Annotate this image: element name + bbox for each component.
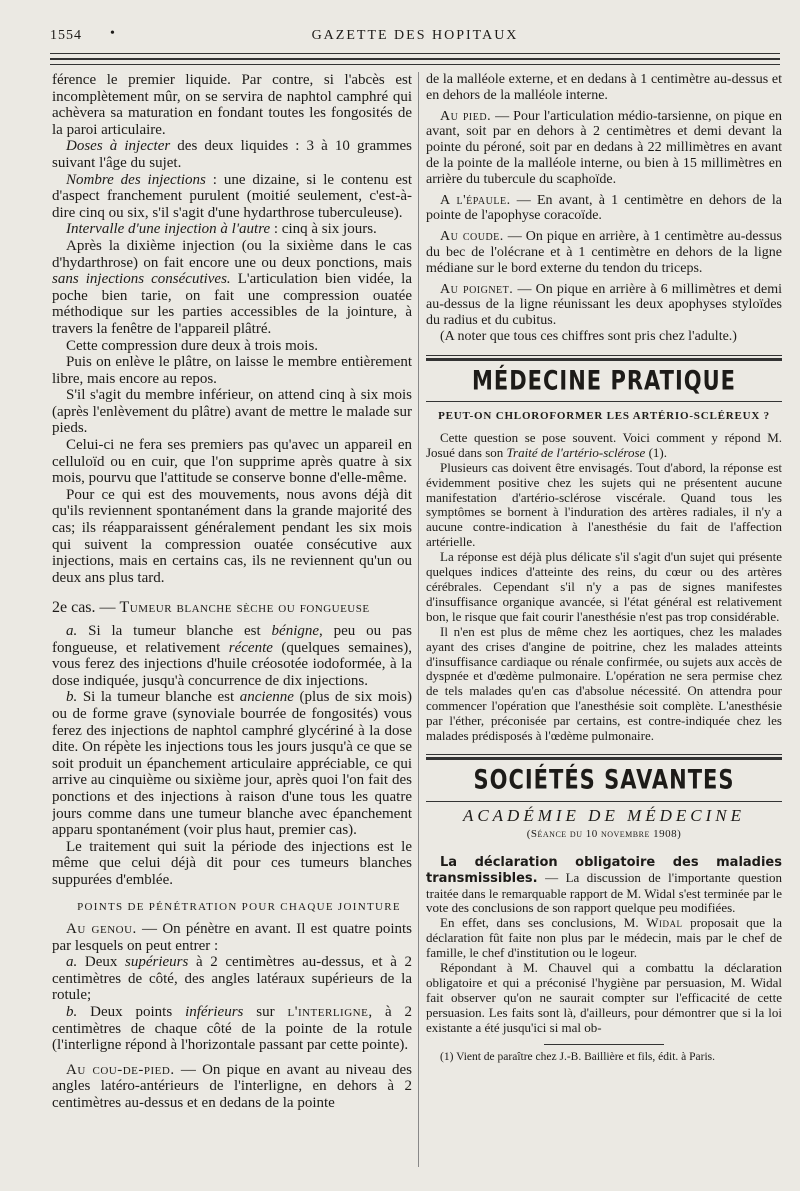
paragraph: Puis on enlève le plâtre, on laisse le membre entièrement libre, mais encore au repos. [52,354,412,387]
right-column [426,72,782,1167]
paragraph: Au genou. — On pénètre en avant. Il est quatre points par lesquels on peut entrer : [52,921,412,954]
label-italic: Intervalle d'une injection à l'autre [66,221,271,238]
paragraph: A l'épaule. — En avant, à 1 centimètre en dehors de la pointe de l'apophyse coracoïde. [426,192,782,224]
section-rule [426,754,782,755]
paragraph: a. Deux supérieurs à 2 centimètres au-dessus, et à 2 centimètres de côté, des angles latéraux supérieurs de la rotule; [52,954,412,1004]
paragraph: Pour ce qui est des mouvements, nous avons déjà dit qu'ils reviennent spontanément dans la grande majorité des cas; ils réapparaissent généralement pendant les six mois qui suivent la compression ouatée consécutive aux injections, mais en certains cas, ils ne reviennent qu'un ou deux ans plus tard. [52,486,412,586]
academie-heading: ACADÉMIE DE MÉDECINE [462,805,746,825]
paragraph: Intervalle d'une injection à l'autre : cinq à six jours. [66,221,377,238]
header-rule [50,64,780,65]
case-heading: 2e cas. — Tumeur blanche sèche ou fongueuse [52,599,370,617]
paragraph: En effet, dans ses conclusions, M. Widal proposait que la déclaration fût faite non plus par le médecin, mais par le chef de famille, le chef d'institution ou le logeur. [426,915,782,961]
header-rule [50,53,780,54]
paragraph: (A noter que tous ces chiffres sont pris chez l'adulte.) [440,328,737,344]
label-italic: Nombre des injections [66,171,206,188]
medecine-article [426,431,782,744]
section-title-medecine: MÉDECINE PRATIQUE [471,365,737,396]
section-rule-thick [426,757,782,760]
page-header [50,28,780,48]
section-rule-thick [426,358,782,361]
article-bold-title: La déclaration obligatoire des maladies transmissibles. [426,854,782,886]
column-divider [418,72,419,1167]
paragraph: Cette compression dure deux à trois mois. [66,337,319,354]
seance-date: (Séance du 10 novembre 1908) [526,828,682,841]
paragraph: b. Si la tumeur blanche est ancienne (plus de six mois) ou de forme grave (synoviale bourrée de fongosités) vous ferez des injections de naphtol camphré glycériné à la dose dite. On répète les injections tous les jours jusqu'à ce que se soit produit un épanchement articulaire appréciable, ce qui arrive au cinquième ou sixième jour, après quoi l'on fait des ponctions et des injections à raison d'une tous les quatre jours comme dans une tumeur blanche avec épanchement apparu spontanément (voir plus haut, premier cas). [52,689,412,839]
paragraph: Au poignet. — On pique en arrière à 6 millimètres et demi au-dessus de la ligne réunissant les deux apophyses styloïdes du radius et du cubitus. [426,281,782,329]
running-title: GAZETTE DES HOPITAUX [311,28,519,43]
paragraph: Cette question se pose souvent. Voici comment y répond M. Josué dans son Traité de l'artério-sclérose (1). [426,429,782,460]
paragraph: Au cou-de-pied. — On pique en avant au niveau des angles latéro-antérieurs de l'interligne, en dehors à 2 centimètres au-dessus et en dedans de la pointe [52,1061,412,1112]
section-rule [426,401,782,402]
points-continuation [426,72,782,345]
paragraph: Celui-ci ne fera ses premiers pas qu'avec un appareil en celluloïd ou en cuir, que l'on supprime après quatre à six mois, pourvu que l'attitude se conserve bonne d'elle-même. [52,437,412,487]
points-heading: POINTS DE PÉNÉTRATION POUR CHAQUE JOINTURE [77,900,401,913]
academie-article [426,855,782,1036]
page-number: 1554 [50,28,82,43]
header-dot: • [110,26,116,41]
label-italic: Doses à injecter [66,138,171,155]
paragraph: Au coude. — On pique en arrière, à 1 centimètre au-dessus du bec de l'olécrane et à 1 centimètre en dehors de la ligne médiane sur le bord externe du tendon du triceps. [426,229,782,276]
paragraph: La réponse est déjà plus délicate s'il s'agit d'un sujet qui présente quelques indices d'atteinte des reins, du cœur ou des artères cérébrales. Cependant s'il n'y a pas de signes manifestes d'insuffisance organique avancée, si l'état général est relativement bon, le risque que fait courir l'anesthésie n'est pas trop considérable. [426,549,782,624]
section-rule [426,355,782,356]
paragraph: Au pied. — Pour l'articulation médio-tarsienne, on pique en avant, soit par en dehors à 2 centimètres et demi devant la pointe du péroné, soit par en dedans à 22 millimètres en avant de la pointe de la malléole interne, ou bien à 15 millimètres en arrière du tubercule du scaphoïde. [426,108,782,187]
paragraph: Plusieurs cas doivent être envisagés. Tout d'abord, la réponse est évidemment positive chez les sujets qui ne présentent aucune manifestation d'artério-sclérose viscérale. Quand tous les symptômes se bornent à l'induration des artères radiales, il n'y a aucune contre-indication à l'anesthésie du fait de l'affection artérielle. [426,459,782,550]
footnote-rule [544,1044,664,1045]
header-rule-thick [50,58,780,60]
paragraph: b. Deux points inférieurs sur l'interligne, à 2 centimètres de chaque côté de la pointe de la rotule (l'interligne répond à l'horizontale passant par cette pointe). [52,1004,412,1054]
paragraph: a. Si la tumeur blanche est bénigne, peu ou pas fongueuse, et relativement récente (quelques semaines), vous ferez des injections d'huile créosotée iodoformée, à la dose indiquée, jusqu'à concurrence de dix injections. [52,623,412,689]
paragraph: férence le premier liquide. Par contre, si l'abcès est incomplètement mûr, on se servira de naphtol camphré qui achèvera sa maturation en fondant toutes les fongosités de la paroi articulaire. [52,72,412,138]
footnote: (1) Vient de paraître chez J.-B. Baillière et fils, édit. à Paris. [440,1050,716,1063]
left-column [52,72,412,1167]
paragraph: S'il s'agit du membre inférieur, on attend cinq à six mois (après l'enlèvement du plâtre) avant de mettre le malade sur pieds. [52,387,412,437]
section-title-societes: SOCIÉTÉS SAVANTES [473,764,735,795]
paragraph: Il n'en est plus de même chez les aortiques, chez les malades ayant des crises d'angine de poitrine, chez les malades atteints d'insuffisance cardiaque ou rénale confirmée, ou sujets aux accès de dyspnée et d'œdème pulmonaire. L'opération ne sera permise chez de tels malades qu'en cas d'absolue nécessité. On attendra pour commencer l'opération que l'anesthésie soit complète. L'anesthésie par l'éther, préconisée par certains, est contre-indiquée chez les malades prédisposés à l'œdème pulmonaire. [426,623,782,744]
paragraph: Doses à injecter des deux liquides : 3 à 10 grammes suivant l'âge du sujet. [52,138,412,171]
paragraph: Le traitement qui suit la période des injections est le même que celui déjà dit pour ces tumeurs blanches suppurées d'emblée. [52,838,412,888]
paragraph: Répondant à M. Chauvel qui a combattu la déclaration obligatoire et qui a préconisé l'hygiène par persuasion, M. Widal fait observer qu'on ne saurait compter sur l'efficacité de cette persuasion. Les faits sont là, d'ailleurs, pour démontrer que si la loi existante a été jusqu'ici si mal ob- [426,960,782,1035]
paragraph: Nombre des injections : une dizaine, si le contenu est d'aspect franchement purulent (moitié seulement, c'est-à-dire cinq ou six, s'il s'agit d'une hydarthrose tuberculeuse). [52,171,412,221]
paragraph: La déclaration obligatoire des maladies transmissibles. — La discussion de l'importante question traitée dans le remarquable rapport de M. Widal s'est terminée par le vote des conclusions de son rapport quelque peu modifiées. [426,854,782,916]
article-title: PEUT-ON CHLOROFORMER LES ARTÉRIO-SCLÉREUX ? [438,410,770,423]
paragraph: de la malléole externe, et en dedans à 1 centimètre au-dessus et en dehors de la malléole interne. [426,72,782,103]
paragraph: Après la dixième injection (ou la sixième dans le cas d'hydarthrose) on fait encore une ou deux ponctions, mais sans injections consécutives. L'articulation bien vidée, la poche bien tarie, on fait une compression ouatée méthodique sur les parties accessibles de la jointure, à travers la fenêtre de l'appareil plâtré. [52,237,412,337]
section-rule [426,801,782,802]
